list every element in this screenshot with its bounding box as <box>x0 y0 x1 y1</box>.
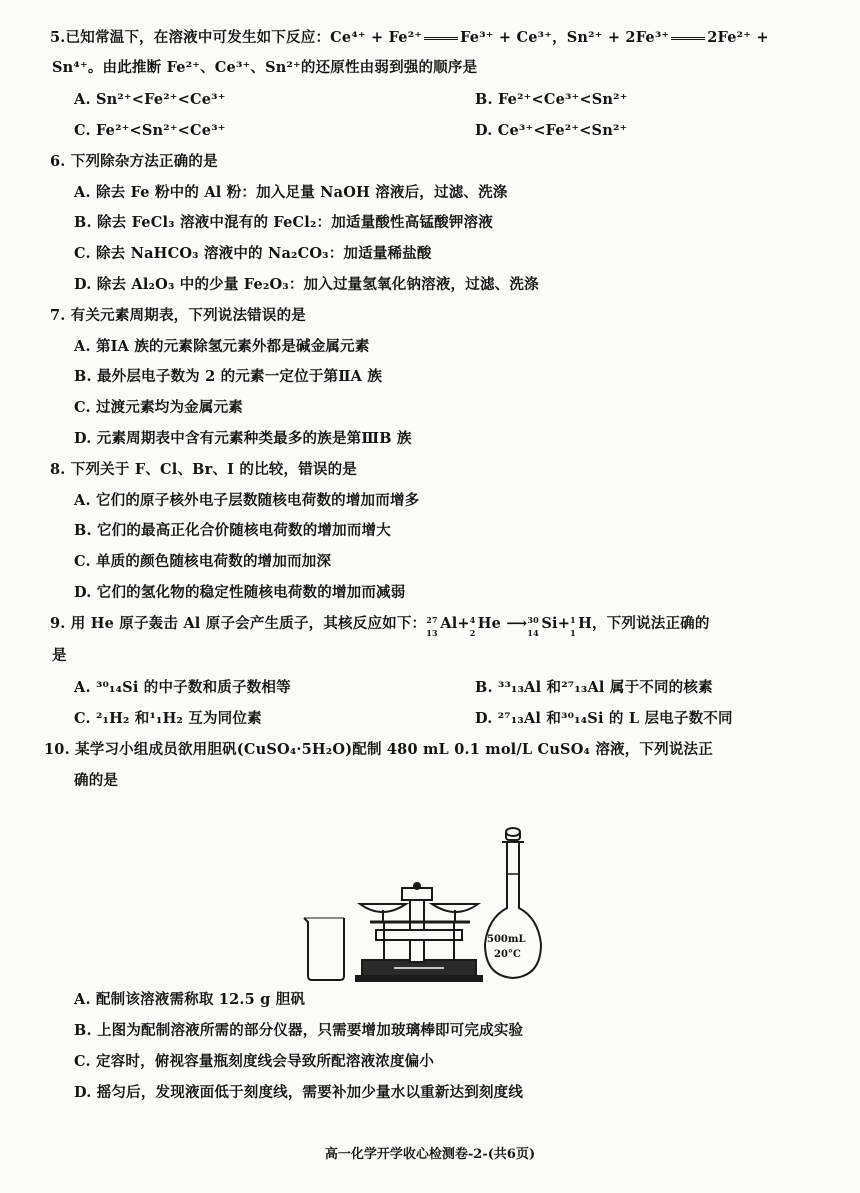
q5-option-a: A. Sn²⁺<Fe²⁺<Ce³⁺ <box>74 91 226 108</box>
q9-option-c: C. ²₁H₂ 和¹₁H₂ 互为同位素 <box>74 710 262 727</box>
q10-stem-line2: 确的是 <box>74 772 119 789</box>
q5-stem-line2: Sn⁴⁺。由此推断 Fe²⁺、Ce³⁺、Sn²⁺的还原性由弱到强的顺序是 <box>52 59 478 76</box>
q9-option-a: A. ³⁰₁₄Si 的中子数和质子数相等 <box>74 679 291 696</box>
q5-separator: ， <box>552 29 567 46</box>
q7-option-c: C. 过渡元素均为金属元素 <box>74 399 243 416</box>
q9-option-d: D. ²⁷₁₃Al 和³⁰₁₄Si 的 L 层电子数不同 <box>475 710 733 727</box>
q7-stem: 7. 有关元素周期表，下列说法错误的是 <box>50 307 306 324</box>
q9-stem-line1 <box>50 614 710 638</box>
flask-volume-label: 500mL <box>487 934 526 945</box>
page-footer: 高一化学开学收心检测卷-2-(共6页) <box>324 1147 536 1162</box>
q5-stem-text: 已知常温下，在溶液中可发生如下反应： <box>65 29 331 46</box>
q5-rxn2-right: 2Fe²⁺ + <box>707 29 769 46</box>
q9-stem-text: 9. 用 He 原子轰击 Al 原子会产生质子，其核反应如下： <box>50 615 427 632</box>
apparatus-drawing <box>298 826 560 982</box>
q5-stem-line1 <box>50 28 769 48</box>
q10-option-a: A. 配制该溶液需称取 12.5 g 胆矾 <box>74 991 306 1008</box>
q7-option-d: D. 元素周期表中含有元素种类最多的族是第ⅢB 族 <box>74 430 412 447</box>
balance-icon <box>356 883 482 981</box>
equals-sign <box>671 37 705 40</box>
q5-option-d: D. Ce³⁺<Fe²⁺<Sn²⁺ <box>475 122 628 139</box>
equals-sign <box>424 37 458 40</box>
q5-option-b: B. Fe²⁺<Ce³⁺<Sn²⁺ <box>475 91 628 108</box>
q9-stem-tail: ，下列说法正确的 <box>591 615 710 632</box>
q7-option-a: A. 第ⅠA 族的元素除氢元素外都是碱金属元素 <box>74 338 370 355</box>
q8-option-d: D. 它们的氢化物的稳定性随核电荷数的增加而减弱 <box>74 584 406 601</box>
q7-option-b: B. 最外层电子数为 2 的元素一定位于第ⅡA 族 <box>74 368 383 385</box>
q9-stem-line2: 是 <box>52 647 67 664</box>
q6-option-b: B. 除去 FeCl₃ 溶液中混有的 FeCl₂：加适量酸性高锰酸钾溶液 <box>74 214 493 231</box>
q5-rxn1-right: Fe³⁺ + Ce³⁺ <box>460 29 553 46</box>
q8-option-a: A. 它们的原子核外电子层数随核电荷数的增加而增多 <box>74 492 420 509</box>
q10-option-b: B. 上图为配制溶液所需的部分仪器，只需要增加玻璃棒即可完成实验 <box>74 1022 524 1039</box>
q5-rxn2-left: Sn²⁺ + 2Fe³⁺ <box>566 29 670 46</box>
q5-option-c: C. Fe²⁺<Sn²⁺<Ce³⁺ <box>74 122 226 139</box>
q5-rxn1-left: Ce⁴⁺ + Fe²⁺ <box>330 29 423 46</box>
q10-option-d: D. 摇匀后，发现液面低于刻度线，需要补加少量水以重新达到刻度线 <box>74 1084 524 1101</box>
beaker-icon <box>304 918 344 980</box>
q5-number: 5. <box>50 29 66 46</box>
nuclear-equation: 27 13 Al+ 4 2 He ⟶ 30 14 Si+ 1 1 H <box>426 615 592 638</box>
q9-option-b: B. ³³₁₃Al 和²⁷₁₃Al 属于不同的核素 <box>475 679 713 696</box>
q6-stem: 6. 下列除杂方法正确的是 <box>50 153 218 170</box>
q6-option-d: D. 除去 Al₂O₃ 中的少量 Fe₂O₃：加入过量氢氧化钠溶液，过滤、洗涤 <box>74 276 539 293</box>
q10-stem-line1: 10. 某学习小组成员欲用胆矾(CuSO₄·5H₂O)配制 480 mL 0.1 mol/L CuSO₄ 溶液，下列说法正 <box>44 741 713 758</box>
q6-option-a: A. 除去 Fe 粉中的 Al 粉：加入足量 NaOH 溶液后，过滤、洗涤 <box>74 184 508 201</box>
q6-option-c: C. 除去 NaHCO₃ 溶液中的 Na₂CO₃：加适量稀盐酸 <box>74 245 432 262</box>
q8-stem: 8. 下列关于 F、Cl、Br、I 的比较，错误的是 <box>50 461 358 478</box>
q10-option-c: C. 定容时，俯视容量瓶刻度线会导致所配溶液浓度偏小 <box>74 1053 435 1070</box>
q8-option-b: B. 它们的最高正化合价随核电荷数的增加而增大 <box>74 522 391 539</box>
flask-temperature-label: 20°C <box>494 949 521 960</box>
q8-option-c: C. 单质的颜色随核电荷数的增加而加深 <box>74 553 332 570</box>
lab-apparatus-figure <box>298 826 560 982</box>
